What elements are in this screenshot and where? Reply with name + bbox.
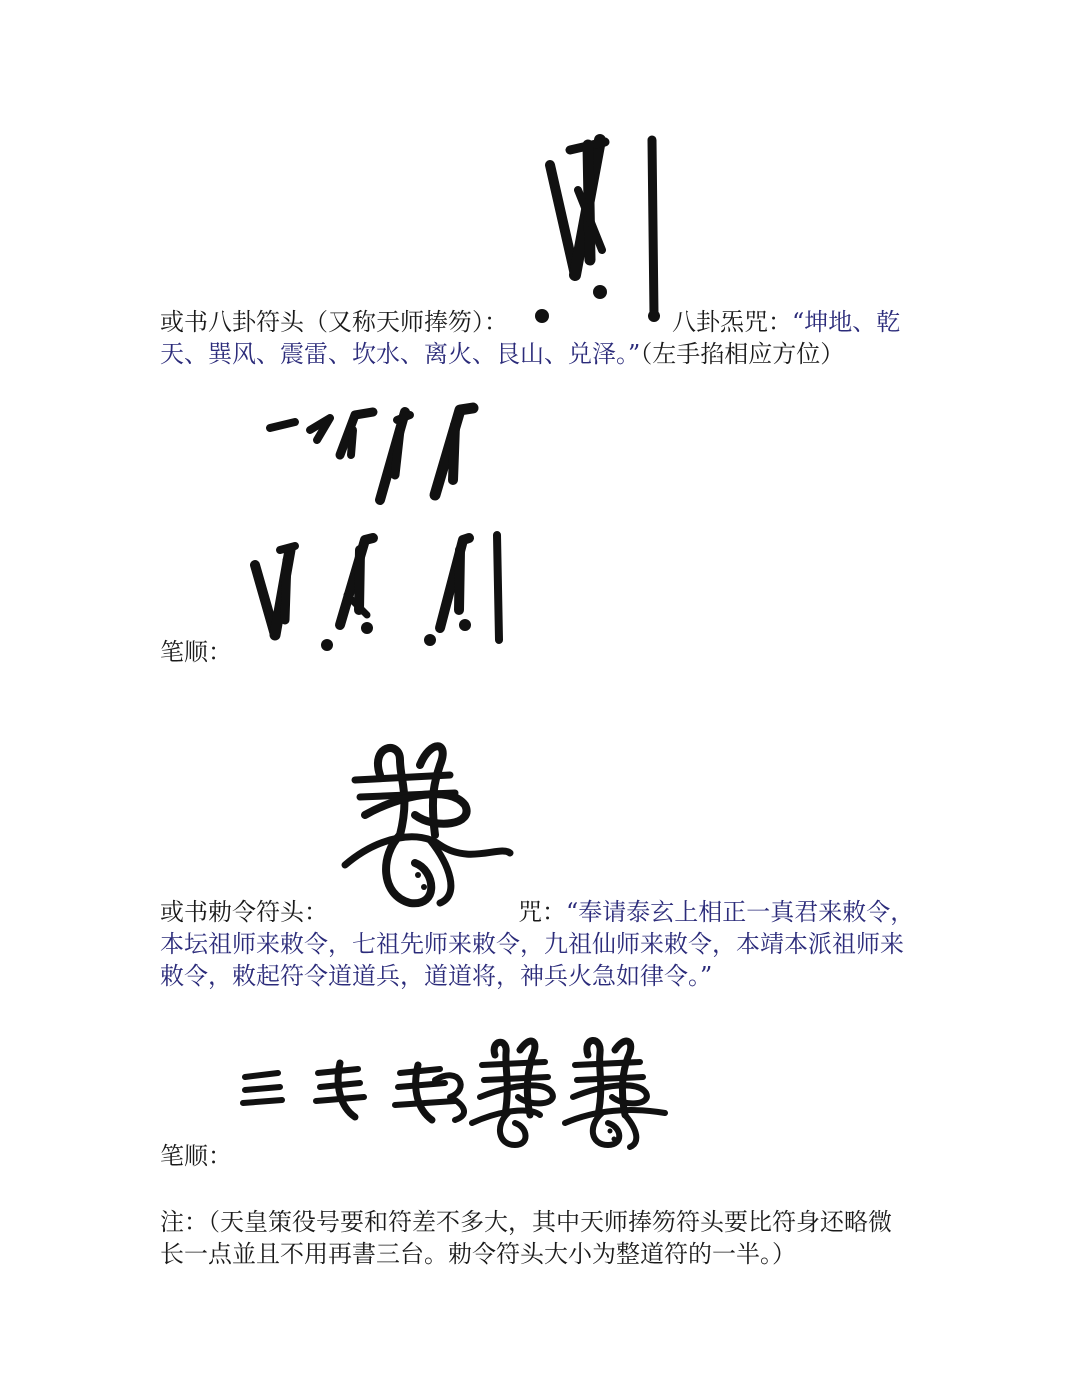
- bagua-incantation-text-2: 天、巽风、震雷、坎水、离火、艮山、兑泽。”: [160, 340, 641, 368]
- bagua-incantation-text-1: “坤地、乾: [792, 308, 901, 336]
- chiling-incantation-text-1: “奉请泰玄上相正一真君来敕令，: [566, 898, 915, 926]
- stroke-order-label-2: 笔顺：: [160, 1142, 232, 1170]
- chiling-head-label: 或书勅令符头：: [160, 898, 328, 926]
- bagua-hand-note: （左手掐相应方位）: [640, 340, 845, 368]
- stroke-order-label-1: 笔顺：: [160, 638, 232, 666]
- bagua-stroke-order-glyphs: [255, 400, 515, 660]
- chiling-talisman-head-glyph: [340, 735, 520, 910]
- chiling-incantation-label: 咒：: [518, 898, 566, 926]
- footnote-line-1: 注：（天皇策役号要和符差不多大，其中天师捧笏符头要比符身还略微: [160, 1208, 892, 1236]
- bagua-talisman-head-glyph: [530, 130, 670, 330]
- bagua-head-label: 或书八卦符头（又称天师捧笏）：: [160, 308, 508, 336]
- chiling-incantation-text-2: 本坛祖师来敕令，七祖先师来敕令，九祖仙师来敕令，本靖本派祖师来: [160, 930, 904, 958]
- bagua-incantation-label: 八卦炁咒：: [672, 308, 792, 336]
- footnote-line-2: 长一点並且不用再書三台。勅令符头大小为整道符的一半。）: [160, 1240, 796, 1268]
- chiling-stroke-order-glyphs: [240, 1035, 670, 1150]
- chiling-incantation-text-3: 敕令，敕起符令道道兵，道道将，神兵火急如律令。”: [160, 962, 713, 990]
